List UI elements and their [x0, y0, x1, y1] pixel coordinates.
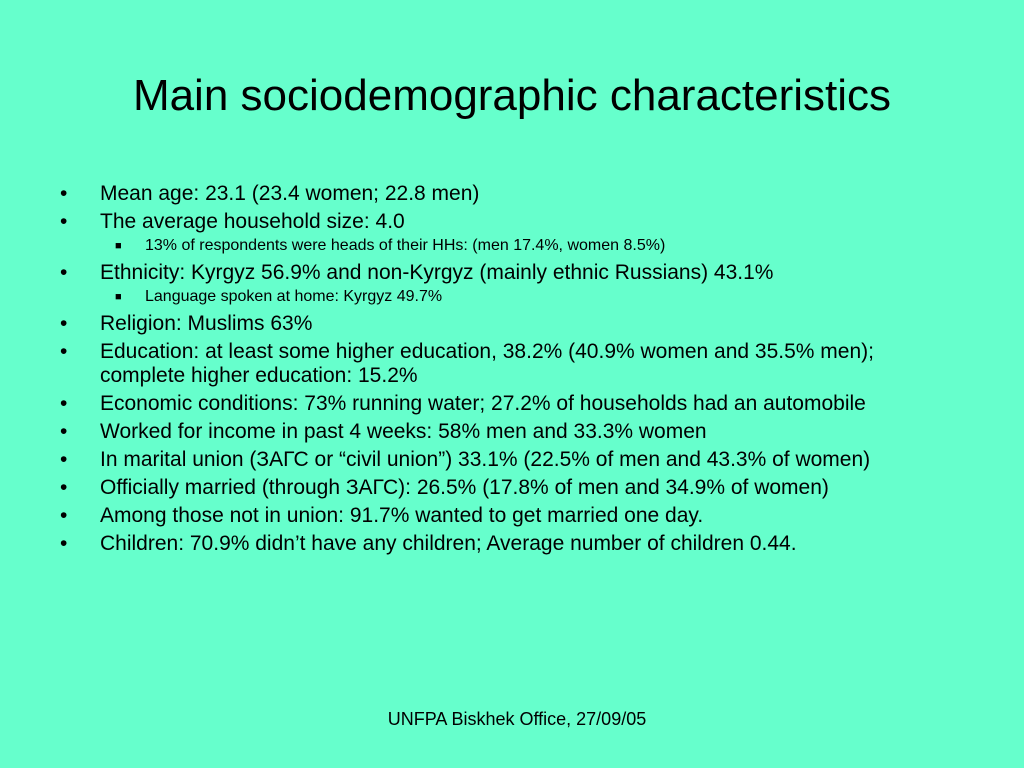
bullet-icon: • — [60, 504, 68, 527]
list-item-text: Religion: Muslims 63% — [100, 312, 313, 335]
list-item — [60, 312, 960, 336]
list-item-text: The average household size: 4.0 — [100, 210, 405, 233]
list-item — [60, 210, 960, 256]
bullet-icon: • — [60, 182, 68, 205]
bullet-icon: • — [60, 420, 68, 443]
list-item-text: Mean age: 23.1 (23.4 women; 22.8 men) — [100, 182, 480, 205]
list-item-text: Economic conditions: 73% running water; 27.2% of households had an automobile — [100, 392, 866, 415]
sub-list-item — [60, 287, 960, 307]
bullet-icon: • — [60, 532, 68, 555]
list-item — [60, 448, 960, 472]
sub-list-item-text: Language spoken at home: Kyrgyz 49.7% — [145, 288, 443, 305]
list-item-text: Officially married (through ЗАГС): 26.5% (17.8% of men and 34.9% of women) — [100, 476, 829, 499]
list-item — [60, 261, 960, 307]
list-item-text: Children: 70.9% didn’t have any children; Average number of children 0.44. — [100, 532, 797, 555]
bullet-icon: • — [60, 476, 68, 499]
list-item — [60, 420, 960, 444]
bullet-icon: • — [60, 261, 68, 284]
square-bullet-icon: ■ — [115, 240, 122, 252]
bullet-list — [60, 182, 960, 560]
list-item — [60, 392, 960, 416]
list-item-text: Ethnicity: Kyrgyz 56.9% and non-Kyrgyz (mainly ethnic Russians) 43.1% — [100, 261, 774, 284]
list-item — [60, 504, 960, 528]
square-bullet-icon: ■ — [115, 291, 122, 303]
list-item — [60, 532, 960, 556]
list-item — [60, 340, 960, 388]
bullet-icon: • — [60, 210, 68, 233]
slide-footer: UNFPA Biskhek Office, 27/09/05 — [387, 709, 647, 729]
sub-list-item-text: 13% of respondents were heads of their HHs: (men 17.4%, women 8.5%) — [145, 237, 666, 254]
list-item — [60, 182, 960, 206]
list-item-text: Among those not in union: 91.7% wanted to get married one day. — [100, 504, 704, 527]
list-item-text: In marital union (ЗАГС or “civil union”) 33.1% (22.5% of men and 43.3% of women) — [100, 448, 871, 471]
sub-list-item — [60, 236, 960, 256]
bullet-icon: • — [60, 312, 68, 335]
list-item-text: Worked for income in past 4 weeks: 58% men and 33.3% women — [100, 420, 707, 443]
list-item — [60, 476, 960, 500]
bullet-icon: • — [60, 392, 68, 415]
bullet-icon: • — [60, 340, 68, 363]
slide-title: Main sociodemographic characteristics — [132, 71, 892, 120]
list-item-text: Education: at least some higher education, 38.2% (40.9% women and 35.5% men); complete higher education: 15.2% — [100, 340, 874, 387]
bullet-icon: • — [60, 448, 68, 471]
